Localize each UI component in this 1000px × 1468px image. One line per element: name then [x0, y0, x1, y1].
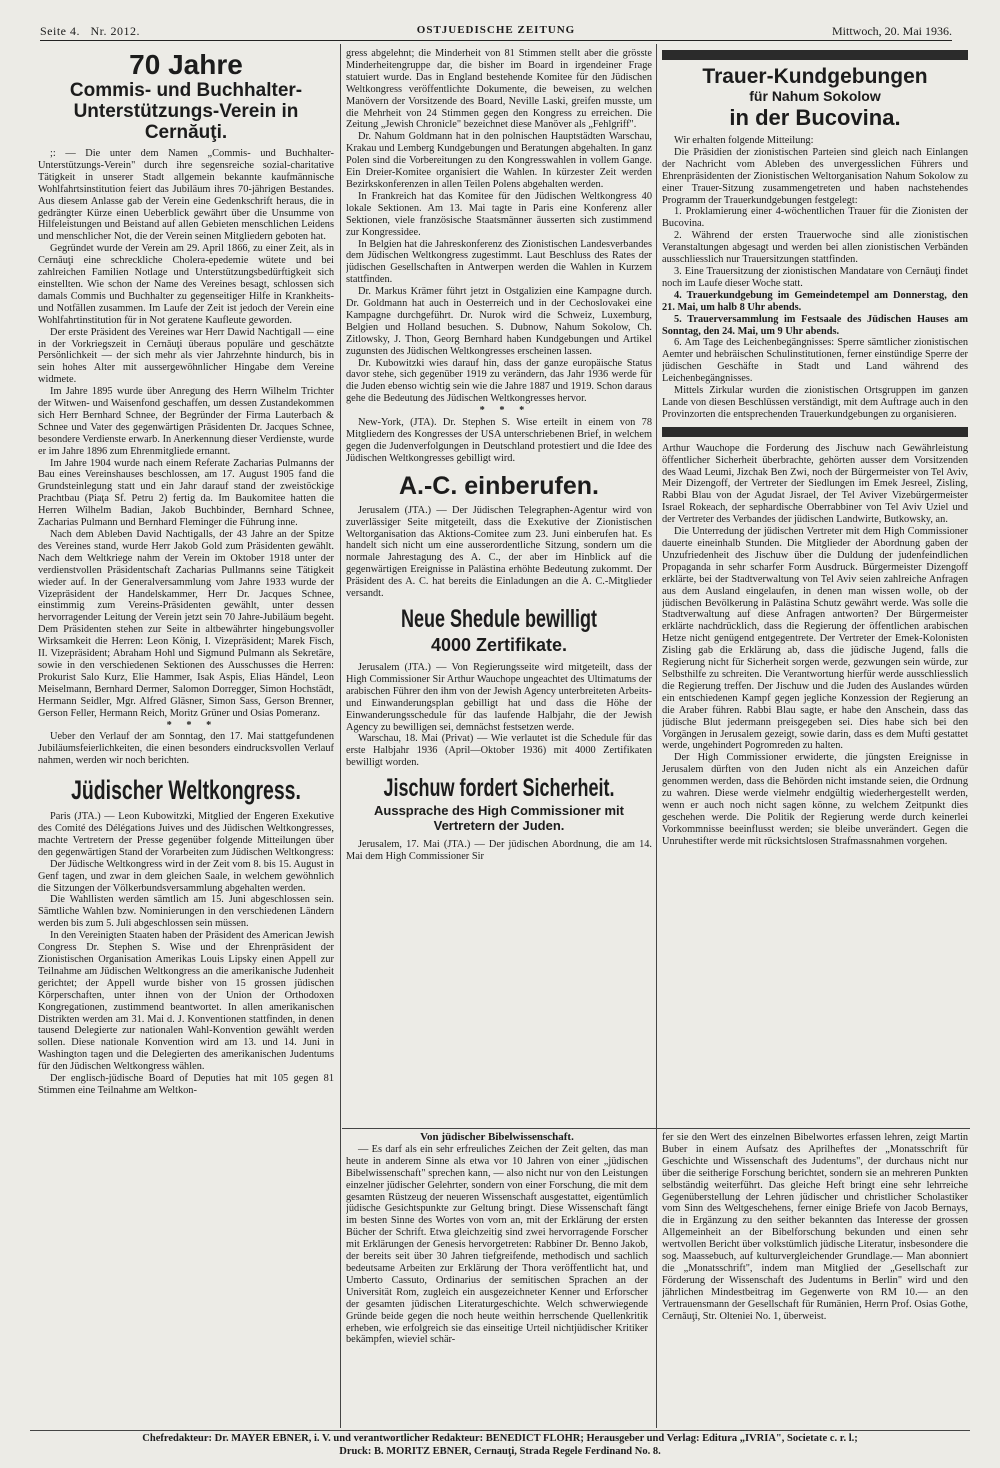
- feature-bibelwissenschaft-part2: [662, 1132, 968, 1438]
- paragraph: In Belgien hat die Jahreskonferenz des Zionistischen Landesverbandes dem Jüdischen Weltkongress zugestimmt. Laut Beschluss des Rates der jüdischen Gesellschaften in Antwerpen werden die Wahlen in Kurzem stattfinden.: [346, 238, 652, 286]
- paragraph: Im Jahre 1895 wurde über Anregung des Herrn Wilhelm Trichter der Witwen- und Waisenfond geschaffen, um dessen Zustandekommen sich Herr Bernhard Schnee, der Begründer der Firma Lauterbach & Schnee und Vater des gegenwärtigen Präsidenten Dr. Jacques Schnee, besondere Verdienste erwarb. In Anerkennung dieser Verdienste, wurde er im Jahre 1896 zum Ehrenmitgliede ernannt.: [38, 386, 334, 457]
- headline-ac-einberufen: A.-C. einberufen.: [398, 471, 599, 500]
- article-jischuw-cont: [662, 443, 968, 848]
- paragraph: In den Vereinigten Staaten haben der Präsident des American Jewish Congress Dr. Stephen S. Wise und der Ehrenpräsident der Zionistischen Organisation Amerikas Louis Lipsky einen Appell zur Teilnahme am Jüdischen Weltkongress an die amerikanische Judenheit gerichtet; der Appell wurde bisher von 15 grossen jüdischen Körperschaften, unter ihnen von der Union der Orthodoxen Kongregationen, zustimmend beantwortet. In allen amerikanischen Distrikten werden am 31. Mai d. J. Konventionen stattfinden, in denen tausend Delegierte zur nationalen Wahl-Konvention gewählt werden sollen. Diese nationale Konvention wird am 13. und 14. Juni in Washington tagen und die Delegierten des amerikanischen Judentums für den Jüdischen Weltkongress wählen.: [38, 930, 334, 1073]
- paragraph-intro: Wir erhalten folgende Mitteilung:: [674, 135, 814, 146]
- headline-shedule: Neue Shedule bewilligt: [400, 604, 598, 633]
- paragraph: — Es darf als ein sehr erfreuliches Zeichen der Zeit gelten, das man heute in anderem Sinne als etwa vor 10 Jahren von einer „jüdischen Bibelwissenschaft" sprechen kann, — also nicht nur von den Leistungen einzelner jüdischer Gelehrter, sondern von einer Forschung, die mit dem gesamten Rüstzeug der neueren Wissenschaft ausgestattet, eigentümlich jüdische Gesichtspunkte zur Geltung bringt. Diese Wissenschaft fängt im besten Sinne des Wortes von vorn an, mit der Erklärung der ersten Bücher der Schrift. Etwa gleichzeitig sind zwei hervorragende Forscher mit Erklärungen der Genesis hervorgetreten: Rabbiner Dr. Benno Jakob, der bereits seit über 30 Jahren tiefgreifende, methodisch und sachlich bedeutsame Arbeiten zur Erklärung der Thora veröffentlicht hat, und Umberto Cassuto, Ordinarius der semitischen Sprachen an der Universität Rom, zugleich ein ausgezeichneter Kenner und Erforscher der gesamten jüdischen Literaturgeschichte. Welch schwerwiegende Gründe beide gegen die noch heute weithin herrschende Quellenkritik erheben, wie erfolgreich sie das einseitige Urteil nichtjüdischer Kritiker bekämpfen, wieviel schär-: [346, 1143, 648, 1346]
- column-1: [38, 48, 334, 1442]
- issue-date: Mittwoch, 20. Mai 1936.: [832, 24, 952, 38]
- mourning-bar-top: [662, 50, 968, 60]
- paragraph: Mittels Zirkular wurden die zionistischen Ortsgruppen im ganzen Lande von diesen Beschlüssen verständigt, mit dem Auftrage auch in den Provinzorten die entsprechenden Trauerkundgebungen zu organisieren.: [662, 385, 968, 420]
- mourning-bar-bottom: [662, 427, 968, 437]
- paragraph: Dr. Nahum Goldmann hat in den polnischen Hauptstädten Warschau, Krakau und Lemberg Kundgebungen und Beratungen abgehalten. In ganz Polen sind die Vorbereitungen zu den Kongresswahlen in vollem Gange. Ein Dreier-Komitee organisiert die Wahlen. In kürzester Zeit werden Bezirkskonferenzen in allen Teilen Polens abgehalten werden.: [346, 131, 652, 190]
- paragraph: Der erste Präsident des Vereines war Herr Dawid Nachtigall — eine in der Vorkriegszeit in Cernăuţi überaus populäre und geschätzte Persönlichkeit — der sich mehr als vier Jahrzehnte hindurch, bis in sein hohes Alter mit aussergewöhnlicher Hingabe dem Vereine widmete.: [38, 326, 334, 386]
- paragraph: Im Jahre 1904 wurde nach einem Referate Zacharias Pulmanns der Bau eines Vereinshauses beschlossen, am 17. August 1905 fand die Grundsteinlegung statt und ein Jahr darauf stand der zweistöckige Prachtbau (Piaţa Sf. Petru 2) fertig da. Im Baukomitee hatten die Herren Wilhelm Badian, Jakob Buchbinder, Bernhard Schnee, Zacharias Pulmann und Bernhard Fleminger die Führung inne.: [38, 457, 334, 529]
- headline-sokolow: für Nahum Sokolow: [749, 88, 881, 104]
- article-verein: [38, 148, 334, 720]
- imprint: [30, 1432, 970, 1464]
- column-3: [662, 48, 968, 1128]
- column-rule-2: [656, 44, 657, 1428]
- paragraph-ac: Jerusalem (JTA.) — Der Jüdischen Telegraphen-Agentur wird von zuverlässiger Seite mitgeteilt, dass die Exekutive der Zionistischen Weltorganisation das Aktions-Comitee zum 23. Juni einberufen hat. Es handelt sich nicht um eine ausserordentliche Sitzung, sondern um die normale Jahrestagung des A. C., der aber im Hinblick auf die gegenwärtigen Ereignisse in Palästina erhöhte Bedeutung zukommt. Der Präsident des A. C. hat bereits die Einladungen an die A. C.-Mitglieder versandt.: [346, 504, 652, 600]
- page-header: [40, 24, 952, 41]
- article-weltkongress: [38, 811, 334, 1097]
- paragraph-new-york: New-York, (JTA). Dr. Stephen S. Wise erteilt in einem von 78 Mitgliedern des Kongresses der USA unterschriebenen Brief, in welchem gegen die Judenverfolgungen in Deutschland protestiert und die Idee des Jüdischen Weltkongresses gebilligt wird.: [346, 417, 652, 464]
- paragraph: Die Präsidien der zionistischen Parteien sind gleich nach Einlangen der Nachricht vom Ableben des unvergesslichen Führers und Ehrenpräsidenten der Zionistischen Weltorganisation Nahum Sokolow zu einer Trauer-Sitzung zusammengetreten und haben nachstehendes Programm der Trauerkundgebungen festgelegt:: [662, 146, 968, 206]
- section-rule: [342, 1128, 970, 1129]
- paragraph-warschau: Warschau, 18. Mai (Privat) — Wie verlautet ist die Schedule für das erste Halbjahr 1936 (April—Oktober 1936) mit 4000 Zertifikaten bewilligt worden.: [346, 733, 652, 769]
- paragraph: Der englisch-jüdische Board of Deputies hat mit 105 gegen 81 Stimmen eine Teilnahme am Weltkon-: [38, 1073, 334, 1096]
- headline-zertifikate: 4000 Zertifikate.: [430, 634, 568, 655]
- paragraph: Paris (JTA.) — Leon Kubowitzki, Mitglied der Engeren Exekutive des Comité des Délégations Juives und des Jüdischen Weltkongresses, machte Vertretern der Presse gegenüber folgende Mitteilungen über den gegenwärtigen Stand der Vorarbeiten zum Jüdischen Weltkongress:: [38, 811, 334, 858]
- headline-weltkongress: Jüdischer Weltkongress.: [71, 775, 301, 806]
- paragraph: Nach dem Ableben David Nachtigalls, der 43 Jahre an der Spitze des Vereines stand, wurde Herr Jakob Gold zum Präsidenten gewählt. Nach dem Weltkriege nahm der Verein im Oktober 1918 unter der verdienstvollen Präsidentschaft Zacharias Pullmanns seine Tätigkeit wieder auf. In der Generalversammlung vom Jahre 1933 wurde der Vizepräsident der Handelskammer, Herr Dr. Jacques Schnee, einstimmig zum Vereins-Präsidenten gewählt, unter dessen hervorragender Leitung der Verein jetzt sein 70 Jahre-Jubiläum begeht. Dem Präsidenten stehen zur Seite in altbewährter hingebungsvoller Wirksamkeit die Herren: Leon König, I. Vizepräsident; Marek Fisch, II. Vizepräsident; Abraham Hohl und Sigmund Pulmann als Sekretäre, sowie in den verschiedenen Sektionen des Ausschusses die Herren: Prokurist Salo Kurz, Elie Hammer, Isak Aspis, Elias Händel, Leon Meiselmann, Bernhard Dermer, Salomon Dorregger, Simon Hochstädt, Hermann Seidler, Mgr. Alfred Gläsner, Simon Sass, Gerson Brenner, Gerson Feller, Hermann Reich, Moritz Grüner und Osias Pomeranz.: [38, 529, 334, 719]
- imprint-printer: Druck: B. MORITZ EBNER, Cernauţi, Strada Regele Ferdinand No. 8.: [339, 1446, 661, 1457]
- paragraph: Ueber den Verlauf der am Sonntag, den 17. Mai stattgefundenen Jubiläumsfeierlichkeiten, die einen besonders eindrucksvollen Verlauf nahmen, werden wir noch berichten.: [38, 731, 334, 767]
- headline-bucovina: in der Bucovina.: [729, 105, 901, 130]
- paragraph-jischuw: Jerusalem, 17. Mai (JTA.) — Der jüdischen Abordnung, die am 14. Mai dem High Commissioner Sir: [346, 839, 652, 863]
- paragraph-kundgebung: 4. Trauerkundgebung im Gemeindetempel am Donnerstag, den 21. Mai, um halb 8 Uhr abends.: [662, 289, 968, 313]
- paragraph: 6. Am Tage des Leichenbegängnisses: Sperre sämtlicher zionistischen Aemter und hebräischen Schulinstitutionen, ferner einstündige Sperre der jüdischen Geschäfte in Stadt und Land während des Leichenbegängnisses.: [662, 337, 968, 385]
- paragraph: gress abgelehnt; die Minderheit von 81 Stimmen stellt aber die grösste Minderheitengruppe dar, die bisher im Board in irgendeiner Frage statuiert wurde. Das in England bestehende Komitee für den Jüdischen Weltkongress veröffentlichte Dokumente, die beweisen, zu welchen Manövern der Vorsitzende des Board, Neville Laski, greifen musste, um die Mehrheit von 24 Stimmen gegen den Kongress zu erreichen. Die Zeitung „Jewish Chronicle" bezeichnet diese Manöver als „Fehlgriff".: [346, 48, 652, 131]
- paragraph: In Frankreich hat das Komitee für den Jüdischen Weltkongress 40 lokale Sektionen. Am 13. Mai tagte in Paris eine Konferenz aller Sektionen, viele französische Staatsmänner äusserten sich zustimmend zur Kongressidee.: [346, 190, 652, 238]
- issue-number: Nr. 2012.: [90, 24, 140, 38]
- column-rule-1: [340, 44, 341, 1428]
- headline-70-jahre: 70 Jahre: [129, 49, 243, 80]
- paragraph: Die Wahllisten werden sämtlich am 15. Juni abgeschlossen sein. Sämtliche Wahlen bzw. Nominierungen in den verschiedenen Ländern werden bis zum 5. Juli abgeschlossen sein müssen.: [38, 894, 334, 930]
- subheadline-jischuw: Aussprache des High Commissioner mit Vertretern der Juden.: [374, 803, 624, 834]
- imprint-editor: Chefredakteur: Dr. MAYER EBNER, i. V. und verantwortlicher Redakteur: BENEDICT FLOHR; Herausgeber und Verlag: Editura „IVRIA", Societate c. r. l.;: [142, 1433, 858, 1444]
- paragraph: ;: — Die unter dem Namen „Commis- und Buchhalter-Unterstützungs-Verein" durch ihre segensreiche sozial-charitative Tätigkeit in unserer Stadt allgemein bekannte kaufmännische Wohlfahrtsinstitution feiert das Jubiläum ihres 70-jährigen Bestandes. Aus diesem Anlasse gab der Verein eine Gedenkschrift heraus, die in gedrängter Kürze einen Ueberblick gewährt über die Unsumme von Hilfeleistungen und Beistand auf allen Gebieten menschlichen Leidens und menschlicher Not, die der Verein seinen Mitgliedern geboten hat.: [38, 148, 334, 243]
- paragraph-shedule: Jerusalem (JTA.) — Von Regierungsseite wird mitgeteilt, dass der High Commissioner Sir Arthur Wauchope ungeachtet des Ultimatums der arabischen Führer den ihm von der Jewish Agency unterbreiteten Arbeits- und Einwanderungsplan gebilligt hat und dass die Höhe der Einwanderungsschedule für das laufende Halbjahr, die der Jewish Agency zu bewilligen sei, demnächst festsetzen werde.: [346, 661, 652, 733]
- newspaper-name: OSTJUEDISCHE ZEITUNG: [416, 24, 576, 36]
- feature-title: Von jüdischer Bibelwissenschaft.: [420, 1132, 574, 1143]
- headline-jischuw: Jischuw fordert Sicherheit.: [383, 774, 615, 803]
- feature-bibelwissenschaft-part1: [346, 1132, 648, 1438]
- paragraph: Gegründet wurde der Verein am 29. April 1866, zu einer Zeit, als in Cernăuţi eine schreckliche Cholera-epedemie wütete und bei zahlreichen Familien Notlage und Unterstützungsbedürftigkeit sich einstellten. Wie schon der Name des Vereines besagt, schlossen sich damals Commis und Buchhalter zu gegenseitiger Hilfe in Krankheits- und Notfällen zusammen. Im Laufe der Zeit ist jedoch der Verein eine Wohlfahrtinstitution für in Not geratene Kaufleute geworden.: [38, 243, 334, 326]
- paragraph: fer sie den Wert des einzelnen Bibelwortes erfassen lehren, zeigt Martin Buber in einem Aufsatz des Aprilheftes der „Monatsschrift für Geschichte und Wissenschaft des Judentums", der durchaus nicht nur über die seitherige Forschung berichtet, sondern sie an mehreren Punkten selbständig weiterführt. Das gleiche Heft bringt eine sehr lehrreiche Gegenüberstellung der Lehren jüdischer und christlicher Scholastiker vom Sinn des Weltgeschehens, ferner einige Briefe von Jacob Bernays, die in Ergänzung zu den seither bekannten das Interesse der grossen Allgemeinheit an der Bibelforschung bekunden und einen sehr wertvollen Bericht über volkstümlich jüdische Literatur, insbesondere die sog. Maassebuch, auf kulturvergleichender Grundlage.— Man abonniert die „Monatsschrift", indem man Mitglied der „Gesellschaft zur Förderung der Wissenschaft des Judentums in Berlin" wird und den jährlichen Mindestbeitrag im Gegenwerte von RM 10.— an den Vertrauensmann der Gesellschaft für Rumänien, Herrn Prof. Osias Gothe, Cernăuţi, Str. Olteniei No. 1, überweist.: [662, 1132, 968, 1322]
- article-weltkongress-cont: [346, 48, 652, 405]
- paragraph: 3. Eine Trauersitzung der zionistischen Mandatare von Cernăuţi findet noch im Laufe dieser Woche statt.: [662, 265, 968, 289]
- paragraph: Der High Commissioner erwiderte, die jüngsten Ereignisse in Jerusalem dürften von den Juden nicht als ein Anzeichen dafür genommen werden, dass die Behörden nicht imstande seien, die Ordnung zu wahren. Diese werde vielmehr endgültig wiederhergestellt werden, wenn er auch noch nicht sagen könne, zu welchem Zeitpunkt dies geschehen werde. Die Politik der Regierung werde durch keinerlei Vorkommnisse beeinflusst werden; sie bleibe unverändert. Gegen die Unruhestifter werde mit rücksichtslosen Strafmassnahmen vorgehen.: [662, 752, 968, 847]
- paragraph: Dr. Kubowitzki wies darauf hin, dass der ganze europäische Status davor stehe, sich gegenüber 1919 zu verändern, das Jahr 1936 werde für die Juden ebenso wichtig sein wie die Jahre 1887 und 1919. Schon daraus gehe die Bedeutung des Jüdischen Weltkongresses hervor.: [346, 357, 652, 405]
- column-2: [346, 48, 652, 1128]
- separator-stars: * * *: [479, 405, 531, 417]
- paragraph: Arthur Wauchope die Forderung des Jischuw nach Gewährleistung öffentlicher Sicherheit überbrachte, gehörten ausser dem Vorsitzenden des Waad Leumi, Jizchak Ben Zwi, noch der Bürgermeister von Tel Aviv, Meir Dizengoff, der Vertreter der Siedlungen im Emek Jesreel, Zisling, Rabbi Blau von der Agudat Jisrael, der Tel Aviver Vizebürgermeister Israel Rokeach, der sephardische Oberrabbiner von Tel Aviv Uziel und der Vertreter des Verbandes der jüdischen Landwirte, Butkowsky, an.: [662, 442, 968, 526]
- headline-verein: Commis- und Buchhalter-Unterstützungs-Verein in Cernăuţi.: [69, 80, 303, 143]
- headline-trauer: Trauer-Kundgebungen: [702, 65, 928, 88]
- paragraph: Die Unterredung der jüdischen Vertreter mit dem High Commissioner dauerte eineinhalb Stunden. Die Mitglieder der Abordnung gaben der Unzufriedenheit des Jischuw über die Duldung der judenfeindlichen Propaganda in sehr scharfer Form Ausdruck. Bürgermeister Dizengoff erklärte, bei der Stadtverwaltung von Tel Aviv seien zahlreiche Anfragen aus dem Ausland eingelaufen, in denen man wissen wolle, ob der jüdischen Bevölkerung in Palästina Schutz gewährt werde. Was solle die Stadtverwaltung auf diese Anfragen antworten? Der Bürgermeister erklärte nachdrücklich, dass die Regierung der öffentlichen arabischen Hetze nicht genügend entgegentrete. Der Vertreter der Emek-Kolonisten Zisling gab die Erklärung ab, dass die jüdische Jugend, falls die Regierung nicht für Sicherheit sorgen werde, gezwungen sein würde, zur Selbsthilfe zu schreiten. Die Verantwortung hierfür werde ausschliesslich die Regierung treffen. Der Jischuw und die Juden des Auslandes würden ein entschiedenen Kampf gegen jegliche Konzession der Regierung an die Araber führen. Rabbi Blau sagte, er habe den Anschein, dass das jüdische Blut jedermann preisgegeben sei. Dies habe sich bei den Vorgängen in Jerusalem gezeigt, sowie darin, dass es dem Mufti gestattet werde, ungehindert Pogromreden zu halten.: [662, 526, 968, 752]
- paragraph: 1. Proklamierung einer 4-wöchentlichen Trauer für die Zionisten der Bucovina.: [662, 206, 968, 230]
- separator-stars: * * *: [166, 719, 218, 731]
- paragraph: Dr. Markus Krämer führt jetzt in Ostgalizien eine Kampagne durch. Dr. Goldmann hat auch in Oesterreich und in der Cechoslovakei eine Kampagne durchgeführt. Dr. Nurok wird die Schweiz, Luxemburg, Belgien und Holland besuchen. S. Dubnow, Nahum Sokolow, Ch. Zitlowsky, J. Thon, Georg Bernhard haben Kundgebungen und Artikel zugunsten des Jüdischen Weltkongresses erscheinen lassen.: [346, 286, 652, 357]
- paragraph-versammlung: 5. Trauerversammlung im Festsaale des Jüdischen Hauses am Sonntag, den 24. Mai, um 9 Uhr abends.: [662, 313, 968, 337]
- page-number: Seite 4. Nr. 2012.: [40, 24, 140, 38]
- paragraph: Der Jüdische Weltkongress wird in der Zeit vom 8. bis 15. August in Genf tagen, und zwar in dem gleichen Saale, in welchem gewöhnlich die Sitzungen der Völkerbundsversammlung abgehalten werden.: [38, 858, 334, 894]
- paragraph: 2. Während der ersten Trauerwoche sind alle zionistischen Veranstaltungen abgesagt und werden bei allen zionistischen Verbänden ausschliesslich nur Trauersitzungen stattfinden.: [662, 230, 968, 266]
